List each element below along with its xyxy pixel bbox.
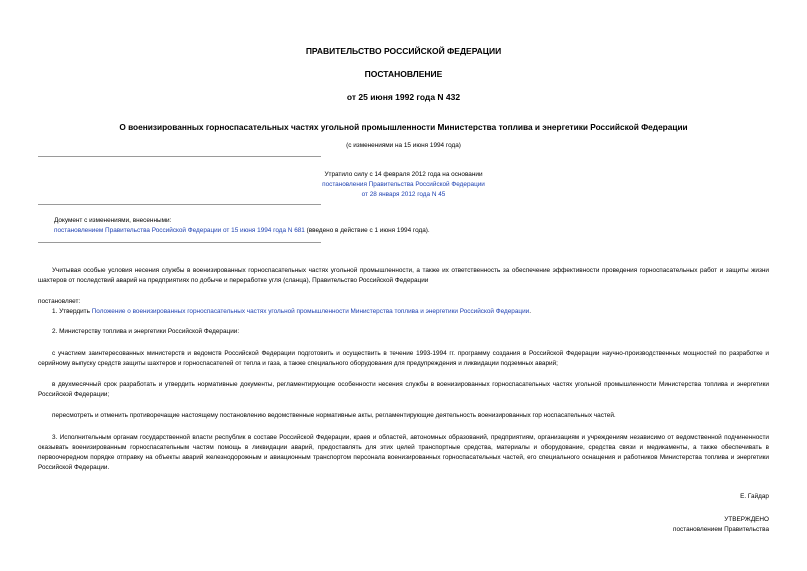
changes-line (54, 226, 430, 236)
signature-name: Е. Гайдар (740, 493, 769, 500)
divider (38, 204, 321, 205)
item-1 (38, 307, 769, 317)
item-1-prefix: 1. Утвердить (52, 308, 92, 315)
document-title: О военизированных горноспасательных частях угольной промышленности Министерства топлива и энергетики Российской Федерации (119, 122, 688, 132)
government-heading: ПРАВИТЕЛЬСТВО РОССИЙСКОЙ ФЕДЕРАЦИИ (305, 46, 502, 56)
repeal-link[interactable]: постановления Правительства Российской Федерации (322, 181, 485, 188)
preamble-paragraph: Учитывая особые условия несения службы в военизированных горноспасательных частях угольной промышленности, а также их ответственность за обеспечение эффективности проведения горноспасательных работ и защиты жизни шахтеров от последствий аварий на предприятиях по добыче и переработке угля (сланца), Правительство Российской Федерации (38, 267, 769, 284)
item-1-suffix: . (529, 308, 531, 315)
regulation-link[interactable]: Положение о военизированных горноспасательных частях угольной промышленности Министерства топлива и энергетики Российской Федерации (91, 308, 530, 315)
item-2-c: пересмотреть и отменить противоречащие настоящему постановлению ведомственные нормативные акты, регламентирующие деятельность военизированных гор носпасательных частей. (52, 412, 616, 419)
changes-intro: Документ с изменениями, внесенными: (54, 217, 172, 224)
changes-link[interactable]: постановлением Правительства Российской Федерации от 15 июня 1994 года N 681 (54, 227, 305, 234)
repeal-link-date[interactable]: от 28 января 2012 года N 45 (361, 191, 446, 198)
approved-label: УТВЕРЖДЕНО (724, 516, 769, 523)
divider (38, 156, 321, 157)
document-date-number: от 25 июня 1992 года N 432 (346, 92, 461, 102)
amendments-note: (с изменениями на 15 июня 1994 года) (346, 142, 461, 149)
approved-by: постановлением Правительства (673, 526, 769, 533)
item-2-a: с участием заинтересованных министерств и ведомств Российской Федерации подготовить и осуществить в течение 1993-1994 гг. программу создания в Российской Федерации научно-производственных мощностей по разработке и серийному выпуску средств защиты шахтеров и горноспасателей от тепла и газа, а также специального оборудования для предупреждения и ликвидации подземных аварий; (38, 350, 769, 367)
repeal-link-wrapper-2 (0, 190, 807, 200)
repeal-note: Утратило силу с 14 февраля 2012 года на основании (324, 171, 483, 178)
decrees-word: постановляет: (38, 298, 81, 305)
divider (38, 242, 321, 243)
item-2-b: в двухмесячный срок разработать и утвердить нормативные документы, регламентирующие особенности несения службы в военизированных горноспасательных частях угольной промышленности Министерства топлива и энергетики Российской Федерации; (38, 381, 769, 398)
item-2: 2. Министерству топлива и энергетики Российской Федерации: (52, 328, 240, 335)
changes-suffix: (введено в действие с 1 июня 1994 года). (304, 227, 430, 234)
document-type: ПОСТАНОВЛЕНИЕ (364, 69, 443, 79)
repeal-link-wrapper (0, 180, 807, 190)
item-3: 3. Исполнительным органам государственной власти республик в составе Российской Федерации, краев и областей, автономных образований, предприятиям, организациям и учреждениям независимо от ведомственной подчиненности оказывать военизированным горноспасательным частям помощь в ликвидации аварий, предоставлять для этих целей транспортные средства, материалы и оборудование, средства связи и медикаменты, а также обеспечивать в первоочередном порядке отправку на объекты аварий железнодорожным и авиационным транспортом персонала военизированных горноспасательных частей, его специального оснащения и работников Министерства топлива и энергетики Российской Федерации. (38, 434, 769, 471)
